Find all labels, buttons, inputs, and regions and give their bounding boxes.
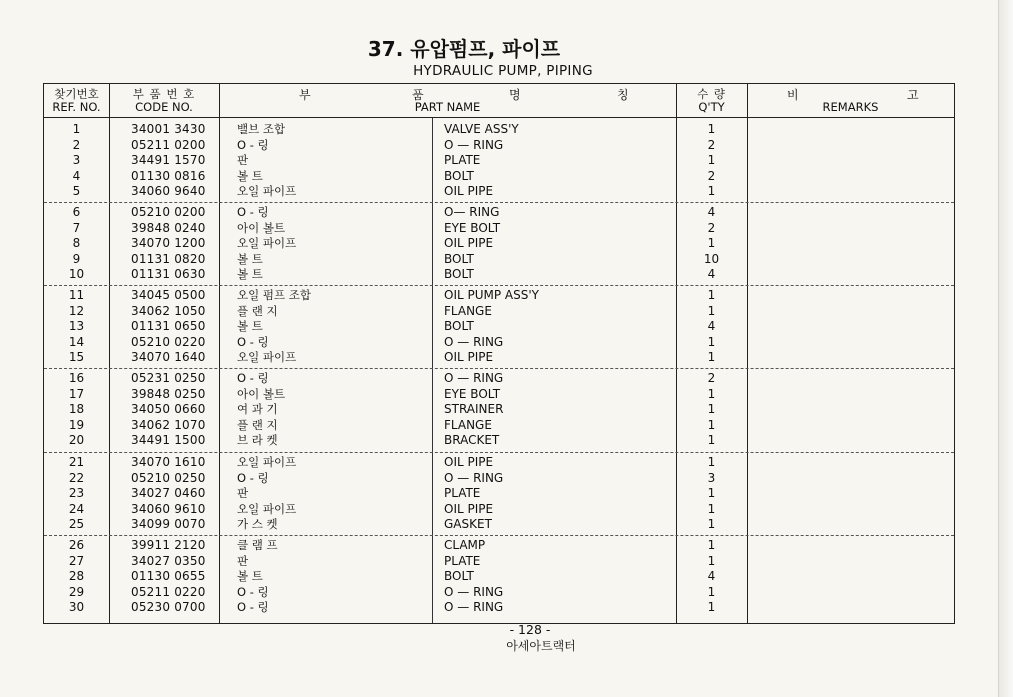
group-separator (44, 202, 954, 203)
ref-no: 9 (72, 251, 81, 266)
part-name-kor: 볼 트 (237, 168, 263, 183)
part-name-kor: 볼 트 (237, 569, 263, 584)
ref-no: 4 (72, 168, 81, 183)
header-name-kor-4: 칭 (617, 88, 629, 102)
header-remarks-kor-1: 비 (787, 88, 799, 102)
page-number: - 128 - (509, 622, 551, 637)
table-row (44, 319, 954, 335)
part-name-eng: BOLT (444, 569, 474, 584)
table-row (44, 304, 954, 320)
table-row (44, 433, 954, 449)
part-name-kor: O - 링 (237, 600, 269, 615)
table-row (44, 517, 954, 533)
header-name-kor-1: 부 (299, 88, 311, 102)
ref-no: 28 (68, 569, 85, 584)
part-name-kor: 볼 트 (237, 267, 263, 282)
group-separator (44, 368, 954, 369)
ref-no: 11 (68, 288, 85, 302)
table-row (44, 350, 954, 366)
part-name-eng: O — RING (444, 600, 504, 615)
ref-no: 10 (68, 267, 85, 282)
part-name-kor: 플 랜 지 (237, 303, 278, 318)
table-row (44, 600, 954, 616)
table-row (44, 585, 954, 601)
code-no: 34099 0070 (131, 517, 206, 532)
group-separator (44, 285, 954, 286)
ref-no: 30 (68, 600, 85, 615)
part-name-eng: PLATE (444, 153, 481, 168)
table-row (44, 387, 954, 403)
parts-table (43, 83, 955, 624)
code-no: 34027 0350 (131, 553, 206, 568)
group-separator (44, 452, 954, 453)
code-no: 34060 9640 (131, 184, 206, 199)
table-row (44, 153, 954, 169)
quantity: 1 (707, 433, 716, 448)
table-row (44, 471, 954, 487)
quantity: 1 (707, 584, 716, 599)
quantity: 1 (707, 350, 716, 365)
code-no: 05211 0220 (131, 584, 206, 599)
part-name-kor: 오일 펌프 조합 (237, 288, 311, 302)
header-ref (44, 84, 109, 117)
quantity: 1 (707, 402, 716, 417)
header-qty-eng: Q'TY (698, 100, 725, 114)
ref-no: 16 (68, 371, 85, 385)
quantity: 1 (707, 455, 716, 469)
part-name-eng: BOLT (444, 319, 474, 334)
ref-no: 14 (68, 334, 85, 349)
ref-no: 21 (68, 455, 85, 469)
page-edge (998, 0, 1013, 697)
quantity: 10 (703, 251, 720, 266)
table-row (44, 252, 954, 268)
table-row (44, 122, 954, 138)
part-name-eng: O— RING (444, 205, 500, 219)
code-no: 05210 0250 (131, 470, 206, 485)
quantity: 1 (707, 303, 716, 318)
header-qty (676, 84, 747, 117)
code-no: 34070 1610 (131, 455, 206, 469)
quantity: 1 (707, 386, 716, 401)
table-row (44, 205, 954, 221)
ref-no: 17 (68, 386, 85, 401)
page-title: 37. 유압펌프, 파이프 (367, 37, 561, 61)
part-name-kor: 클 램 프 (237, 538, 278, 552)
part-name-kor: O - 링 (237, 205, 269, 219)
code-no: 05231 0250 (131, 371, 206, 385)
header-ref-eng: REF. NO. (52, 100, 101, 114)
ref-no: 13 (68, 319, 85, 334)
code-no: 01131 0820 (131, 251, 206, 266)
ref-no: 22 (68, 470, 85, 485)
part-name-eng: OIL PUMP ASS'Y (444, 288, 539, 302)
table-row (44, 236, 954, 252)
part-name-eng: CLAMP (444, 538, 486, 552)
part-name-eng: EYE BOLT (444, 220, 501, 235)
part-name-kor: O - 링 (237, 470, 269, 485)
quantity: 4 (707, 319, 716, 334)
ref-no: 3 (72, 153, 81, 168)
code-no: 34491 1500 (131, 433, 206, 448)
table-row (44, 221, 954, 237)
part-name-kor: 밸브 조합 (237, 122, 286, 136)
table-row (44, 538, 954, 554)
code-no: 39848 0240 (131, 220, 206, 235)
part-name-eng: O — RING (444, 371, 504, 385)
part-name-eng: OIL PIPE (444, 455, 494, 469)
code-no: 39911 2120 (131, 538, 206, 552)
quantity: 1 (707, 600, 716, 615)
code-no: 05211 0200 (131, 137, 206, 152)
part-name-kor: 볼 트 (237, 319, 263, 334)
part-name-eng: EYE BOLT (444, 386, 501, 401)
header-ref-kor: 찾기번호 (54, 87, 99, 101)
code-no: 34045 0500 (131, 288, 206, 302)
header-divider (44, 117, 954, 118)
table-row (44, 169, 954, 185)
part-name-kor: 판 (237, 153, 249, 168)
code-no: 39848 0250 (131, 386, 206, 401)
ref-no: 26 (68, 538, 85, 552)
part-name-kor: O - 링 (237, 584, 269, 599)
part-name-eng: O — RING (444, 470, 504, 485)
code-no: 34062 1070 (131, 417, 206, 432)
page-subtitle: HYDRAULIC PUMP, PIPING (413, 63, 593, 79)
quantity: 3 (707, 470, 716, 485)
quantity: 4 (707, 267, 716, 282)
table-row (44, 554, 954, 570)
table-row (44, 418, 954, 434)
quantity: 1 (707, 288, 716, 302)
code-no: 05210 0200 (131, 205, 206, 219)
header-code (109, 84, 219, 117)
quantity: 1 (707, 501, 716, 516)
part-name-eng: BOLT (444, 251, 474, 266)
ref-no: 6 (72, 205, 81, 219)
code-no: 34050 0660 (131, 402, 206, 417)
part-name-eng: PLATE (444, 553, 481, 568)
part-name-eng: O — RING (444, 137, 504, 152)
table-row (44, 486, 954, 502)
table-row (44, 402, 954, 418)
ref-no: 5 (72, 184, 81, 199)
quantity: 1 (707, 517, 716, 532)
quantity: 1 (707, 153, 716, 168)
header-part-name (219, 84, 676, 117)
part-name-eng: FLANGE (444, 417, 492, 432)
code-no: 34070 1200 (131, 236, 206, 251)
ref-no: 29 (68, 584, 85, 599)
quantity: 1 (707, 334, 716, 349)
part-name-eng: VALVE ASS'Y (444, 122, 519, 136)
part-name-kor: 오일 파이프 (237, 350, 297, 365)
code-no: 34027 0460 (131, 486, 206, 501)
part-name-kor: 오일 파이프 (237, 501, 297, 516)
ref-no: 27 (68, 553, 85, 568)
table-row (44, 288, 954, 304)
part-name-kor: O - 링 (237, 137, 269, 152)
code-no: 01131 0630 (131, 267, 206, 282)
code-no: 34001 3430 (131, 122, 206, 136)
ref-no: 19 (68, 417, 85, 432)
ref-no: 24 (68, 501, 85, 516)
quantity: 1 (707, 417, 716, 432)
part-name-kor: O - 링 (237, 334, 269, 349)
part-name-eng: FLANGE (444, 303, 492, 318)
quantity: 1 (707, 122, 716, 136)
part-name-eng: OIL PIPE (444, 501, 494, 516)
table-row (44, 502, 954, 518)
code-no: 34070 1640 (131, 350, 206, 365)
part-name-eng: GASKET (444, 517, 492, 532)
header-name-kor-3: 명 (509, 88, 521, 102)
header-code-eng: CODE NO. (135, 100, 193, 114)
table-row (44, 455, 954, 471)
table-row (44, 569, 954, 585)
header-remarks (747, 84, 954, 117)
ref-no: 7 (72, 220, 81, 235)
quantity: 2 (707, 371, 716, 385)
ref-no: 1 (72, 122, 81, 136)
ref-no: 25 (68, 517, 85, 532)
code-no: 34491 1570 (131, 153, 206, 168)
part-name-eng: OIL PIPE (444, 350, 494, 365)
part-name-kor: 플 랜 지 (237, 417, 278, 432)
ref-no: 18 (68, 402, 85, 417)
ref-no: 2 (72, 137, 81, 152)
ref-no: 12 (68, 303, 85, 318)
quantity: 2 (707, 168, 716, 183)
header-code-kor: 부 품 번 호 (132, 87, 196, 101)
part-name-kor: 브 라 켓 (237, 433, 278, 448)
part-name-eng: OIL PIPE (444, 184, 494, 199)
part-name-eng: OIL PIPE (444, 236, 494, 251)
part-name-kor: 볼 트 (237, 251, 263, 266)
part-name-kor: 오일 파이프 (237, 184, 297, 199)
ref-no: 20 (68, 433, 85, 448)
brand-name: 아세아트랙터 (506, 639, 576, 653)
code-no: 05210 0220 (131, 334, 206, 349)
table-row (44, 138, 954, 154)
ref-no: 15 (68, 350, 85, 365)
header-remarks-eng: REMARKS (822, 100, 879, 114)
quantity: 4 (707, 205, 716, 219)
part-name-eng: BOLT (444, 267, 474, 282)
group-separator (44, 535, 954, 536)
code-no: 34060 9610 (131, 501, 206, 516)
table-row (44, 267, 954, 283)
quantity: 1 (707, 236, 716, 251)
table-row (44, 335, 954, 351)
part-name-eng: O — RING (444, 334, 504, 349)
part-name-kor: 판 (237, 553, 249, 568)
part-name-kor: 가 스 켓 (237, 517, 278, 532)
header-name-eng: PART NAME (414, 100, 481, 114)
code-no: 34062 1050 (131, 303, 206, 318)
quantity: 2 (707, 137, 716, 152)
part-name-eng: PLATE (444, 486, 481, 501)
code-no: 01130 0816 (131, 168, 206, 183)
quantity: 1 (707, 538, 716, 552)
part-name-kor: 오일 파이프 (237, 236, 297, 251)
part-name-kor: 판 (237, 486, 249, 501)
part-name-eng: O — RING (444, 584, 504, 599)
part-name-kor: 여 과 기 (237, 402, 278, 417)
quantity: 4 (707, 569, 716, 584)
table-row (44, 184, 954, 200)
quantity: 2 (707, 220, 716, 235)
part-name-kor: 오일 파이프 (237, 455, 297, 469)
part-name-eng: BRACKET (444, 433, 500, 448)
quantity: 1 (707, 184, 716, 199)
quantity: 1 (707, 486, 716, 501)
header-name-kor-2: 품 (412, 88, 424, 102)
part-name-eng: STRAINER (444, 402, 504, 417)
part-name-eng: BOLT (444, 168, 474, 183)
part-name-kor: O - 링 (237, 371, 269, 385)
header-qty-kor: 수 량 (697, 87, 726, 101)
code-no: 01131 0650 (131, 319, 206, 334)
ref-no: 8 (72, 236, 81, 251)
header-remarks-kor-2: 고 (907, 88, 919, 102)
code-no: 05230 0700 (131, 600, 206, 615)
ref-no: 23 (68, 486, 85, 501)
quantity: 1 (707, 553, 716, 568)
table-row (44, 371, 954, 387)
part-name-kor: 아이 볼트 (237, 386, 286, 401)
part-name-kor: 아이 볼트 (237, 220, 286, 235)
code-no: 01130 0655 (131, 569, 206, 584)
